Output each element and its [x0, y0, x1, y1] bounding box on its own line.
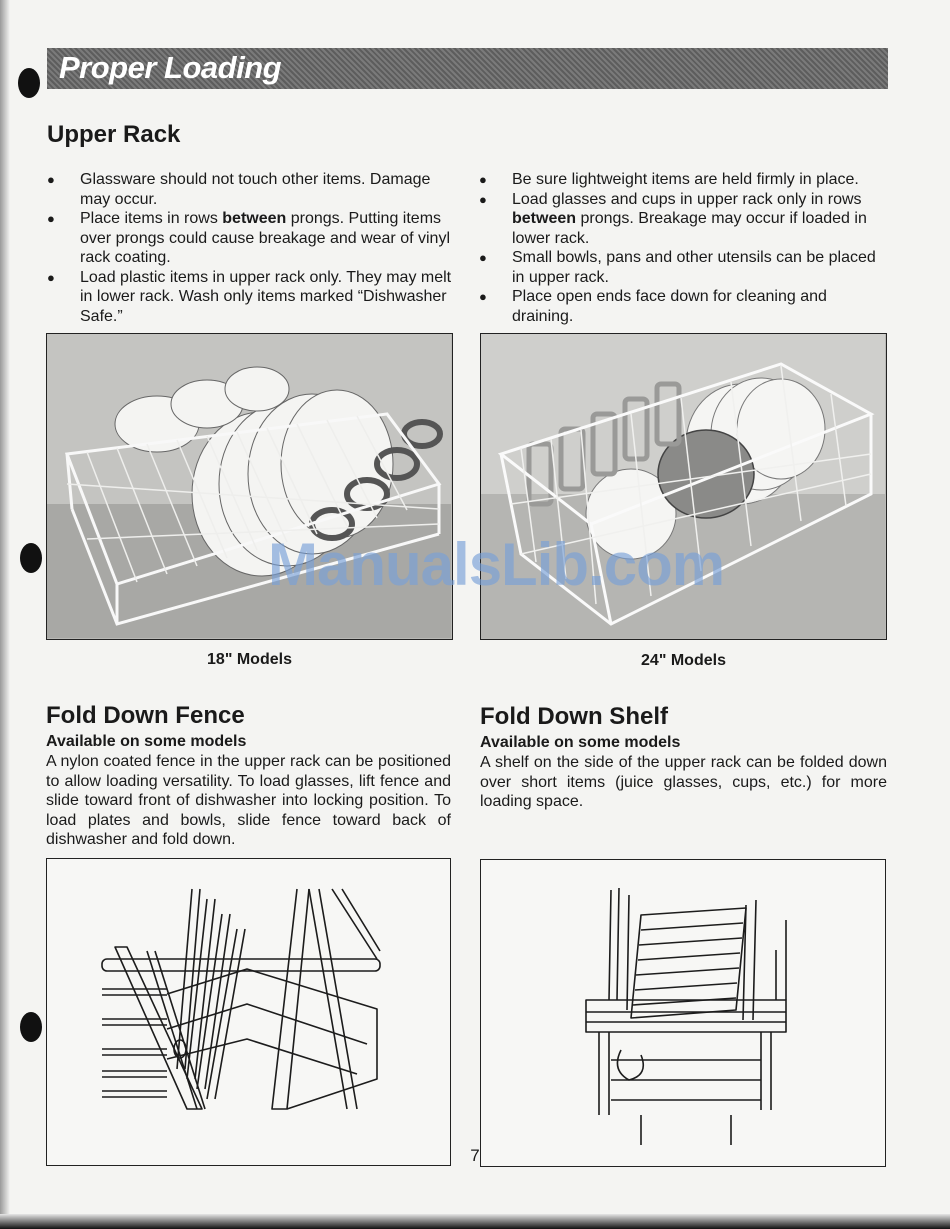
scan-bottom-edge — [0, 1214, 950, 1229]
page-number: 7 — [470, 1146, 480, 1165]
binder-hole-middle — [20, 543, 42, 573]
upper-rack-heading: Upper Rack — [47, 121, 181, 148]
fold-down-fence-illustration — [46, 858, 451, 1166]
list-item: ● Load plastic items in upper rack only. They may melt in lower rack. Wash only items marked “Dishwasher Safe.” — [47, 268, 452, 325]
fence-description: A nylon coated fence in the upper rack can be positioned to allow loading versatility. To load glasses, lift fence and slide toward front of dishwasher into locking position. To load plates and bowls, slide fence toward back of dishwasher and fold down. — [46, 753, 451, 848]
shelf-description: A shelf on the side of the upper rack can be folded down over short items (juice glasses, cups, etc.) for more loading space. — [480, 754, 887, 810]
section-header-bar — [47, 48, 888, 89]
upper-rack-right-list — [479, 170, 888, 326]
list-item: ● Small bowls, pans and other utensils can be placed in upper rack. — [479, 249, 876, 286]
fold-down-shelf-heading: Fold Down Shelf — [480, 703, 668, 730]
page-title: Proper Loading — [59, 50, 282, 85]
list-item: ● Place open ends face down for cleaning and draining. — [479, 288, 827, 325]
fence-availability-note: Available on some models — [46, 733, 247, 750]
fold-down-shelf-illustration — [480, 859, 886, 1167]
watermark: ManualsLib.com — [268, 531, 725, 598]
upper-rack-left-list — [47, 170, 453, 326]
caption-24-inch-models: 24" Models — [641, 652, 726, 669]
list-item: ● Be sure lightweight items are held firmly in place. — [479, 171, 859, 188]
binder-hole-top — [18, 68, 40, 98]
shelf-availability-note: Available on some models — [480, 734, 681, 751]
fold-down-fence-heading: Fold Down Fence — [46, 702, 245, 729]
caption-18-inch-models: 18" Models — [207, 651, 292, 668]
list-item: ● Glassware should not touch other items. Damage may occur. — [47, 171, 431, 208]
binder-hole-bottom — [20, 1012, 42, 1042]
list-item: ● Place items in rows between prongs. Putting items over prongs could cause breakage and wear of vinyl rack coating. — [47, 210, 450, 266]
list-item: ● Load glasses and cups in upper rack only in rows between prongs. Breakage may occur if loaded in lower rack. — [479, 190, 867, 247]
